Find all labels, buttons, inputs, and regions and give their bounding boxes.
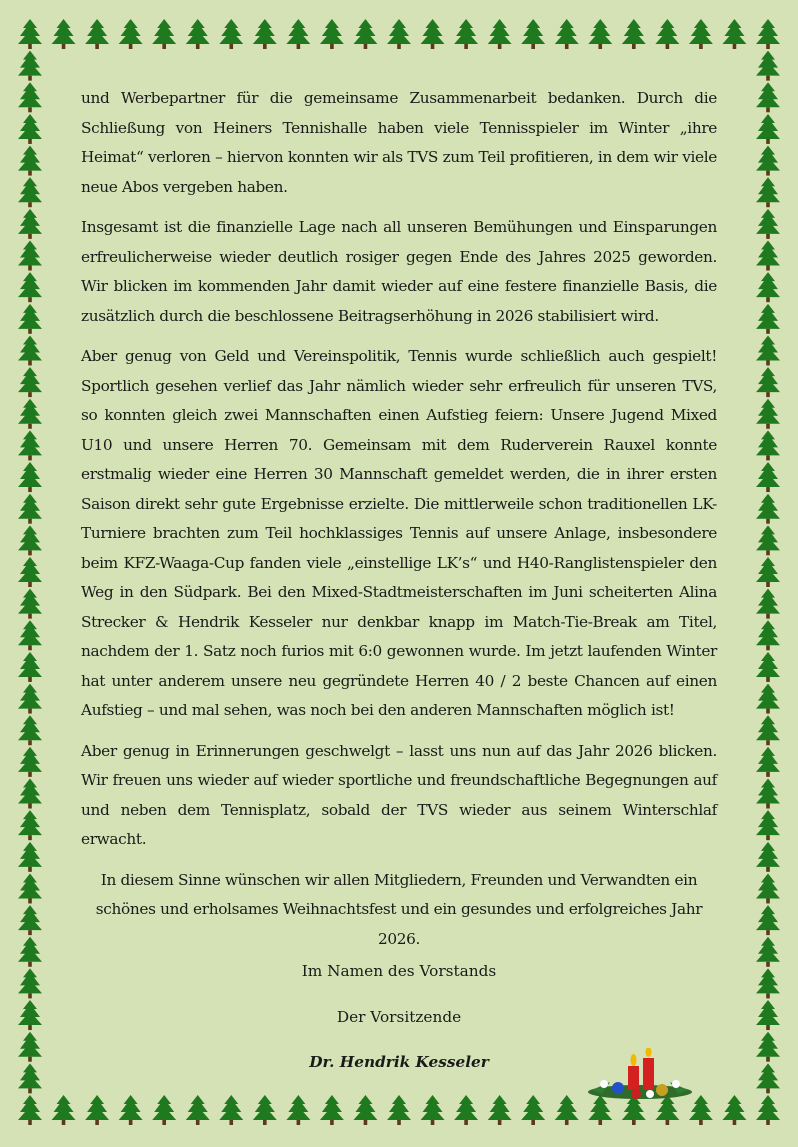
christmas-tree-icon xyxy=(18,462,42,492)
letter-body xyxy=(81,84,717,965)
christmas-tree-icon xyxy=(253,1095,277,1125)
christmas-tree-icon xyxy=(18,19,42,49)
signature-line-role: Der Vorsitzende xyxy=(336,1008,462,1026)
christmas-tree-icon xyxy=(152,1095,176,1125)
christmas-tree-icon xyxy=(18,399,42,429)
christmas-tree-icon xyxy=(588,19,612,49)
christmas-tree-icon xyxy=(756,51,780,81)
candles-ornament-icon xyxy=(580,1048,700,1102)
christmas-tree-icon xyxy=(756,842,780,872)
christmas-tree-icon xyxy=(387,1095,411,1125)
christmas-tree-icon xyxy=(622,19,646,49)
christmas-tree-icon xyxy=(219,19,243,49)
christmas-tree-icon xyxy=(18,905,42,935)
christmas-tree-icon xyxy=(521,1095,545,1125)
christmas-tree-icon xyxy=(756,19,780,49)
christmas-tree-icon xyxy=(756,652,780,682)
christmas-tree-icon xyxy=(689,19,713,49)
christmas-tree-icon xyxy=(18,335,42,365)
christmas-tree-icon xyxy=(387,19,411,49)
christmas-tree-icon xyxy=(756,684,780,714)
christmas-tree-icon xyxy=(85,19,109,49)
christmas-tree-icon xyxy=(756,810,780,840)
christmas-tree-icon xyxy=(18,272,42,302)
christmas-tree-icon xyxy=(756,494,780,524)
christmas-tree-icon xyxy=(18,146,42,176)
christmas-tree-icon xyxy=(421,1095,445,1125)
christmas-tree-icon xyxy=(119,19,143,49)
christmas-tree-icon xyxy=(18,589,42,619)
christmas-tree-icon xyxy=(756,557,780,587)
paragraph-sponsors: und Werbepartner für die gemeinsame Zusammenarbeit bedanken. Durch die Schließung von Heiners Tennishalle haben viele Tennisspieler im Winter „ihre Heimat“ verloren – hiervon konnten wir als TVS zum Teil profitieren, in dem wir viele neue Abos vergeben haben. xyxy=(81,89,717,196)
christmas-tree-icon xyxy=(18,873,42,903)
christmas-tree-icon xyxy=(756,335,780,365)
paragraph-wishes: In diesem Sinne wünschen wir allen Mitgliedern, Freunden und Verwandten ein schönes und erholsames Weihnachtsfest und ein gesundes und erfolgreiches Jahr 2026. xyxy=(95,870,703,948)
christmas-tree-icon xyxy=(555,19,579,49)
christmas-tree-icon xyxy=(52,19,76,49)
christmas-tree-icon xyxy=(421,19,445,49)
christmas-tree-icon xyxy=(353,19,377,49)
christmas-tree-icon xyxy=(722,1095,746,1125)
christmas-tree-icon xyxy=(52,1095,76,1125)
christmas-tree-icon xyxy=(18,747,42,777)
christmas-tree-icon xyxy=(253,19,277,49)
christmas-tree-icon xyxy=(18,652,42,682)
christmas-tree-icon xyxy=(18,241,42,271)
christmas-tree-icon xyxy=(18,51,42,81)
christmas-tree-icon xyxy=(152,19,176,49)
christmas-tree-icon xyxy=(756,715,780,745)
christmas-tree-icon xyxy=(756,209,780,239)
christmas-tree-icon xyxy=(18,842,42,872)
christmas-tree-icon xyxy=(756,177,780,207)
christmas-tree-icon xyxy=(655,19,679,49)
christmas-tree-icon xyxy=(756,905,780,935)
christmas-tree-icon xyxy=(756,304,780,334)
christmas-tree-icon xyxy=(488,19,512,49)
christmas-tree-icon xyxy=(756,779,780,809)
christmas-tree-icon xyxy=(488,1095,512,1125)
paragraph-finances: Insgesamt ist die finanzielle Lage nach all unseren Bemühungen und Einsparungen erfreulicherweise wieder deutlich rosiger gegen Ende des Jahres 2025 geworden. Wir blicken im kommenden Jahr damit wieder auf eine festere finanzielle Basis, die zusätzlich durch die beschlossene Beitragserhöhung in 2026 stabilisiert wird. xyxy=(81,218,717,325)
christmas-tree-icon xyxy=(85,1095,109,1125)
christmas-tree-icon xyxy=(756,114,780,144)
christmas-tree-icon xyxy=(756,589,780,619)
christmas-tree-icon xyxy=(18,779,42,809)
christmas-tree-icon xyxy=(756,146,780,176)
christmas-tree-icon xyxy=(756,525,780,555)
christmas-tree-icon xyxy=(756,462,780,492)
christmas-tree-icon xyxy=(18,684,42,714)
christmas-tree-icon xyxy=(756,1095,780,1125)
christmas-tree-icon xyxy=(756,367,780,397)
christmas-tree-icon xyxy=(219,1095,243,1125)
christmas-tree-icon xyxy=(454,19,478,49)
christmas-tree-icon xyxy=(756,747,780,777)
christmas-tree-icon xyxy=(286,1095,310,1125)
christmas-tree-icon xyxy=(18,494,42,524)
christmas-tree-icon xyxy=(286,19,310,49)
christmas-tree-icon xyxy=(722,19,746,49)
christmas-tree-icon xyxy=(18,525,42,555)
christmas-tree-icon xyxy=(18,114,42,144)
signature-line-board: Im Namen des Vorstands xyxy=(301,962,497,980)
christmas-tree-icon xyxy=(18,177,42,207)
christmas-tree-icon xyxy=(756,82,780,112)
christmas-tree-icon xyxy=(119,1095,143,1125)
christmas-tree-icon xyxy=(18,1095,42,1125)
christmas-tree-icon xyxy=(756,399,780,429)
christmas-tree-icon xyxy=(18,557,42,587)
christmas-tree-icon xyxy=(18,367,42,397)
christmas-tree-icon xyxy=(18,82,42,112)
christmas-tree-icon xyxy=(756,241,780,271)
christmas-tree-icon xyxy=(18,810,42,840)
christmas-tree-icon xyxy=(186,19,210,49)
christmas-tree-icon xyxy=(756,430,780,460)
christmas-tree-icon xyxy=(756,620,780,650)
christmas-tree-icon xyxy=(756,272,780,302)
christmas-tree-icon xyxy=(18,430,42,460)
christmas-tree-icon xyxy=(555,1095,579,1125)
christmas-tree-icon xyxy=(353,1095,377,1125)
christmas-tree-icon xyxy=(454,1095,478,1125)
christmas-tree-icon xyxy=(521,19,545,49)
christmas-tree-icon xyxy=(320,19,344,49)
christmas-tree-icon xyxy=(18,304,42,334)
christmas-tree-icon xyxy=(186,1095,210,1125)
christmas-tree-icon xyxy=(320,1095,344,1125)
christmas-tree-icon xyxy=(18,715,42,745)
paragraph-sports: Aber genug von Geld und Vereinspolitik, Tennis wurde schließlich auch gespielt! Sportlich gesehen verlief das Jahr nämlich wieder sehr erfreulich für unseren TVS, so konnten gleich zwei Mannschaften einen Aufstieg feiern: Unsere Jugend Mixed U10 und unsere Herren 70. Gemeinsam mit dem Ruderverein Rauxel konnte erstmalig wieder eine Herren 30 Mannschaft gemeldet werden, die in ihrer ersten Saison direkt sehr gute Ergebnisse erzielte. Die mittlerweile schon traditionellen LK-Turniere brachten zum Teil hochklassiges Tennis auf unsere Anlage, insbesondere beim KFZ-Waaga-Cup fanden viele „einstellige LK’s“ und H40-Ranglistenspieler den Weg in den Südpark. Bei den Mixed-Stadtmeisterschaften im Juni scheiterten Alina Strecker & Hendrik Kesseler nur denkbar knapp im Match-Tie-Break am Titel, nachdem der 1. Satz noch furios mit 6:0 gewonnen wurde. Im jetzt laufenden Winter hat unter anderem unsere neu gegründete Herren 40 / 2 beste Chancen auf einen Aufstieg – und mal sehen, was noch bei den anderen Mannschaften möglich ist! xyxy=(81,347,717,719)
christmas-tree-icon xyxy=(756,873,780,903)
christmas-tree-icon xyxy=(18,620,42,650)
christmas-tree-icon xyxy=(18,209,42,239)
paragraph-outlook: Aber genug in Erinnerungen geschwelgt – lasst uns nun auf das Jahr 2026 blicken. Wir freuen uns wieder auf wieder sportliche und freundschaftliche Begegnungen auf und neben dem Tennisplatz, sobald der TVS wieder aus seinem Winterschlaf erwacht. xyxy=(81,741,717,848)
signature-name: Dr. Hendrik Kesseler xyxy=(309,1053,489,1071)
